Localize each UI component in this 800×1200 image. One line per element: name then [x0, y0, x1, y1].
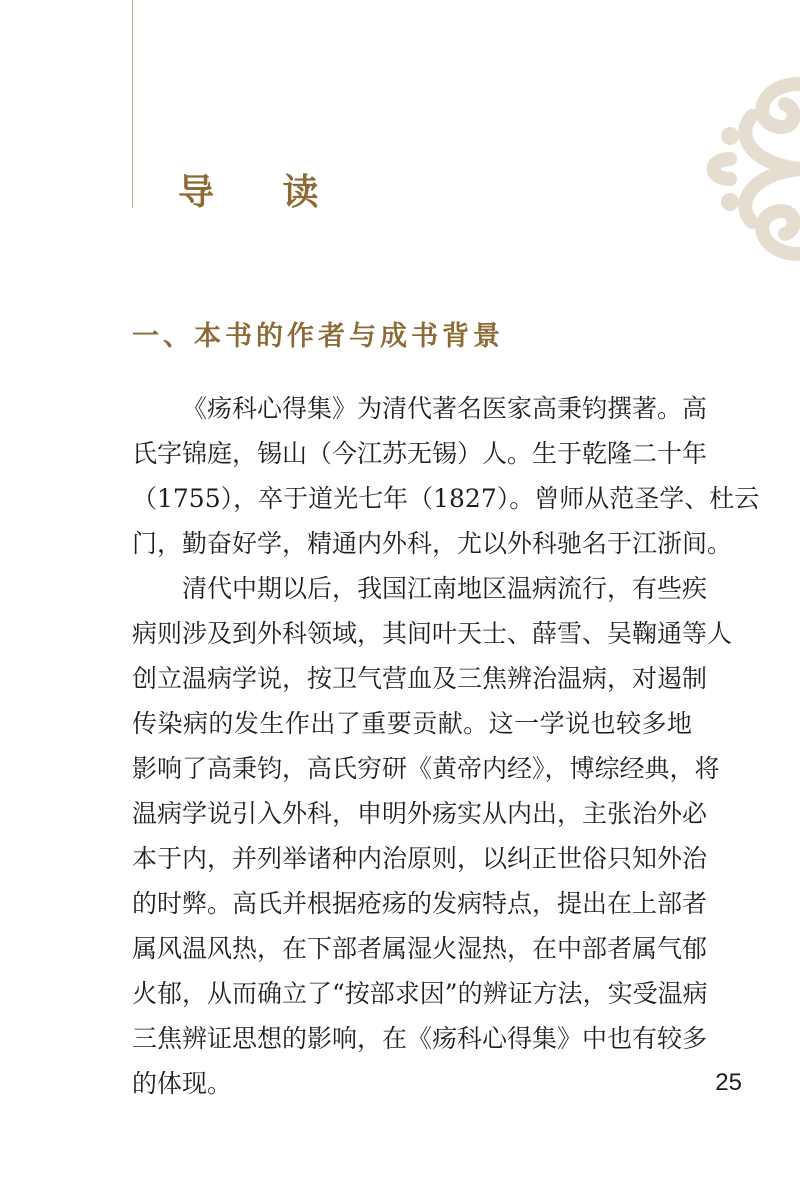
text-line: 影响了高秉钧，高氏穷研《黄帝内经》，博综经典，将 [132, 754, 720, 783]
text-line: 的时弊。高氏并根据疮疡的发病特点，提出在上部者 [132, 889, 708, 918]
text-line: 病则涉及到外科领域，其间叶天士、薛雪、吴鞠通等人 [132, 619, 733, 648]
text-line: 属风温风热，在下部者属湿火湿热，在中部者属气郁 [132, 934, 708, 963]
text-line: 的体现。 [132, 1069, 233, 1098]
text-line: （1755），卒于道光七年（1827）。曾师从范圣学、杜云 [132, 484, 760, 513]
text-line: 火郁，从而确立了“按部求因”的辨证方法，实受温病 [132, 979, 708, 1008]
text-line: 温病学说引入外科，申明外疡实从内出，主张治外必 [132, 799, 708, 828]
paragraph-1 [132, 386, 760, 566]
text-line: 传染病的发生作出了重要贡献。这一学说也较多地 [132, 709, 692, 738]
header-vertical-rule [132, 0, 133, 208]
page-number: 25 [715, 1069, 742, 1096]
text-line: 本于内，并列举诸种内治原则，以纠正世俗只知外治 [132, 844, 708, 873]
text-line: 创立温病学说，按卫气营血及三焦辨治温病，对遏制 [132, 664, 708, 693]
cloud-scroll-ornament-icon [690, 64, 800, 274]
text-line: 氏字锦庭，锡山（今江苏无锡）人。生于乾隆二十年 [132, 439, 708, 468]
page-title: 导 读 [178, 171, 347, 213]
text-line: 《疡科心得集》为清代著名医家高秉钧撰著。高 [182, 394, 708, 423]
section-heading: 一、本书的作者与成书背景 [132, 321, 504, 352]
text-line: 门，勤奋好学，精通内外科，尤以外科驰名于江浙间。 [132, 529, 733, 558]
text-line: 三焦辨证思想的影响，在《疡科心得集》中也有较多 [132, 1024, 708, 1053]
text-line: 清代中期以后，我国江南地区温病流行，有些疾 [182, 574, 708, 603]
